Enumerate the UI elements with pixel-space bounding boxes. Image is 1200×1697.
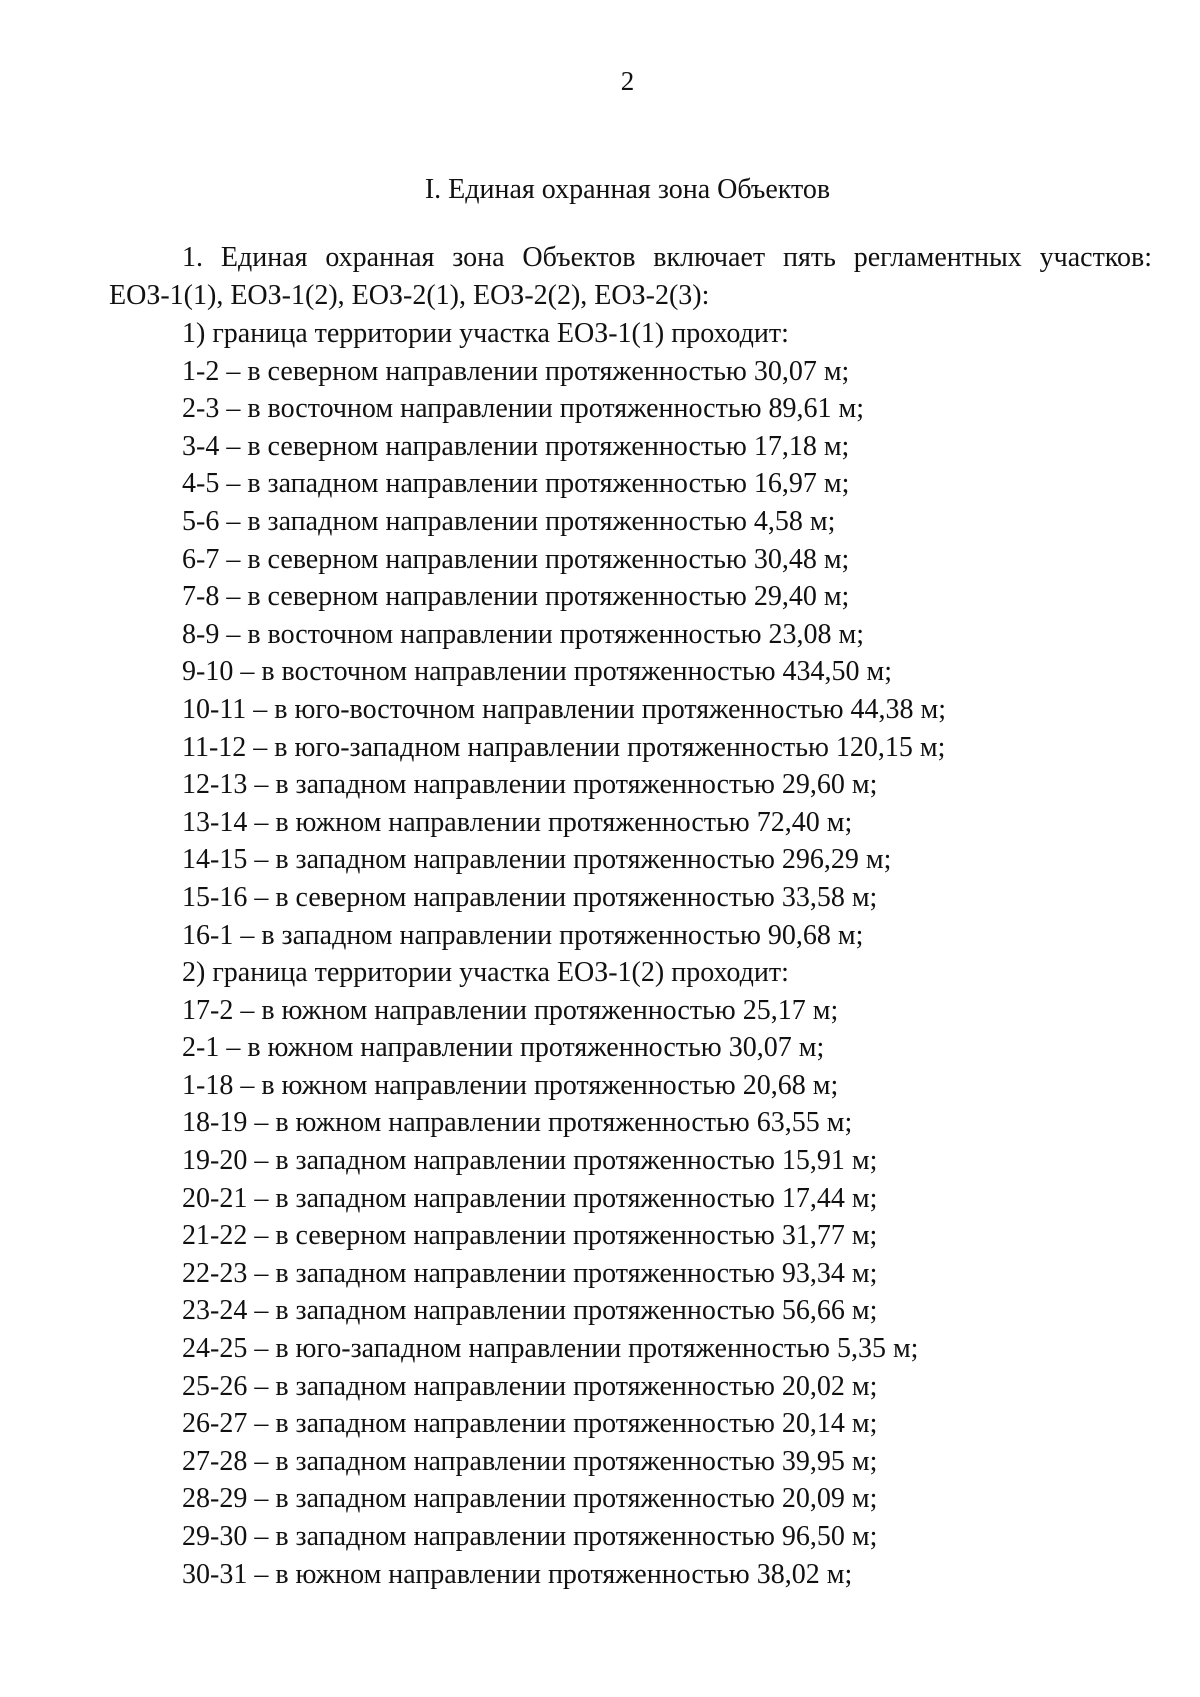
boundary-line: 13-14 – в южном направлении протяженностью 72,40 м; xyxy=(182,806,853,838)
boundary-line: 19-20 – в западном направлении протяженностью 15,91 м; xyxy=(182,1145,878,1177)
boundary-line: 25-26 – в западном направлении протяженностью 20,02 м; xyxy=(182,1370,878,1402)
boundary-line: 6-7 – в северном направлении протяженностью 30,48 м; xyxy=(182,543,850,575)
boundary-line: 11-12 – в юго-западном направлении протяженностью 120,15 м; xyxy=(182,731,946,763)
boundary-line: 15-16 – в северном направлении протяженностью 33,58 м; xyxy=(182,881,878,913)
intro-line-2: ЕОЗ-1(1), ЕОЗ-1(2), ЕОЗ-2(1), ЕОЗ-2(2), ЕОЗ-2(3): xyxy=(109,280,710,311)
boundary-line: 24-25 – в юго-западном направлении протяженностью 5,35 м; xyxy=(182,1333,919,1365)
boundary-line: 9-10 – в восточном направлении протяженностью 434,50 м; xyxy=(182,656,893,688)
boundary-line: 4-5 – в западном направлении протяженностью 16,97 м; xyxy=(182,468,850,500)
boundary-line: 2-3 – в восточном направлении протяженностью 89,61 м; xyxy=(182,393,865,425)
boundary-line: 18-19 – в южном направлении протяженностью 63,55 м; xyxy=(182,1107,853,1139)
boundary-list xyxy=(182,315,1162,1593)
boundary-line: 30-31 – в южном направлении протяженностью 38,02 м; xyxy=(182,1558,853,1590)
page-number: 2 xyxy=(620,66,635,96)
boundary-line: 5-6 – в западном направлении протяженностью 4,58 м; xyxy=(182,505,836,537)
boundary-line: 2) граница территории участка ЕОЗ-1(2) проходит: xyxy=(182,957,789,989)
boundary-line: 17-2 – в южном направлении протяженностью 25,17 м; xyxy=(182,994,839,1026)
boundary-line: 7-8 – в северном направлении протяженностью 29,40 м; xyxy=(182,581,850,613)
boundary-line: 1) граница территории участка ЕОЗ-1(1) проходит: xyxy=(182,318,789,349)
boundary-line: 8-9 – в восточном направлении протяженностью 23,08 м; xyxy=(182,618,865,650)
section-title: I. Единая охранная зона Объектов xyxy=(424,174,831,205)
boundary-line: 1-18 – в южном направлении протяженностью 20,68 м; xyxy=(182,1069,839,1101)
boundary-line: 27-28 – в западном направлении протяженностью 39,95 м; xyxy=(182,1445,878,1477)
boundary-line: 10-11 – в юго-восточном направлении протяженностью 44,38 м; xyxy=(182,693,947,725)
intro-line-1: 1. Единая охранная зона Объектов включает пять регламентных участков: xyxy=(182,242,1152,273)
boundary-line: 20-21 – в западном направлении протяженностью 17,44 м; xyxy=(182,1182,878,1214)
boundary-line: 22-23 – в западном направлении протяженностью 93,34 м; xyxy=(182,1257,878,1289)
boundary-line: 26-27 – в западном направлении протяженностью 20,14 м; xyxy=(182,1408,878,1440)
boundary-line: 2-1 – в южном направлении протяженностью 30,07 м; xyxy=(182,1032,825,1064)
boundary-line: 3-4 – в северном направлении протяженностью 17,18 м; xyxy=(182,430,850,462)
boundary-line: 28-29 – в западном направлении протяженностью 20,09 м; xyxy=(182,1483,878,1515)
boundary-line: 14-15 – в западном направлении протяженностью 296,29 м; xyxy=(182,844,892,876)
boundary-line: 12-13 – в западном направлении протяженностью 29,60 м; xyxy=(182,769,878,801)
boundary-line: 1-2 – в северном направлении протяженностью 30,07 м; xyxy=(182,355,850,387)
boundary-line: 16-1 – в западном направлении протяженностью 90,68 м; xyxy=(182,919,864,951)
boundary-line: 21-22 – в северном направлении протяженностью 31,77 м; xyxy=(182,1220,878,1252)
intro-paragraph xyxy=(109,239,1152,315)
boundary-line: 29-30 – в западном направлении протяженностью 96,50 м; xyxy=(182,1521,878,1552)
boundary-line: 23-24 – в западном направлении протяженностью 56,66 м; xyxy=(182,1295,878,1327)
